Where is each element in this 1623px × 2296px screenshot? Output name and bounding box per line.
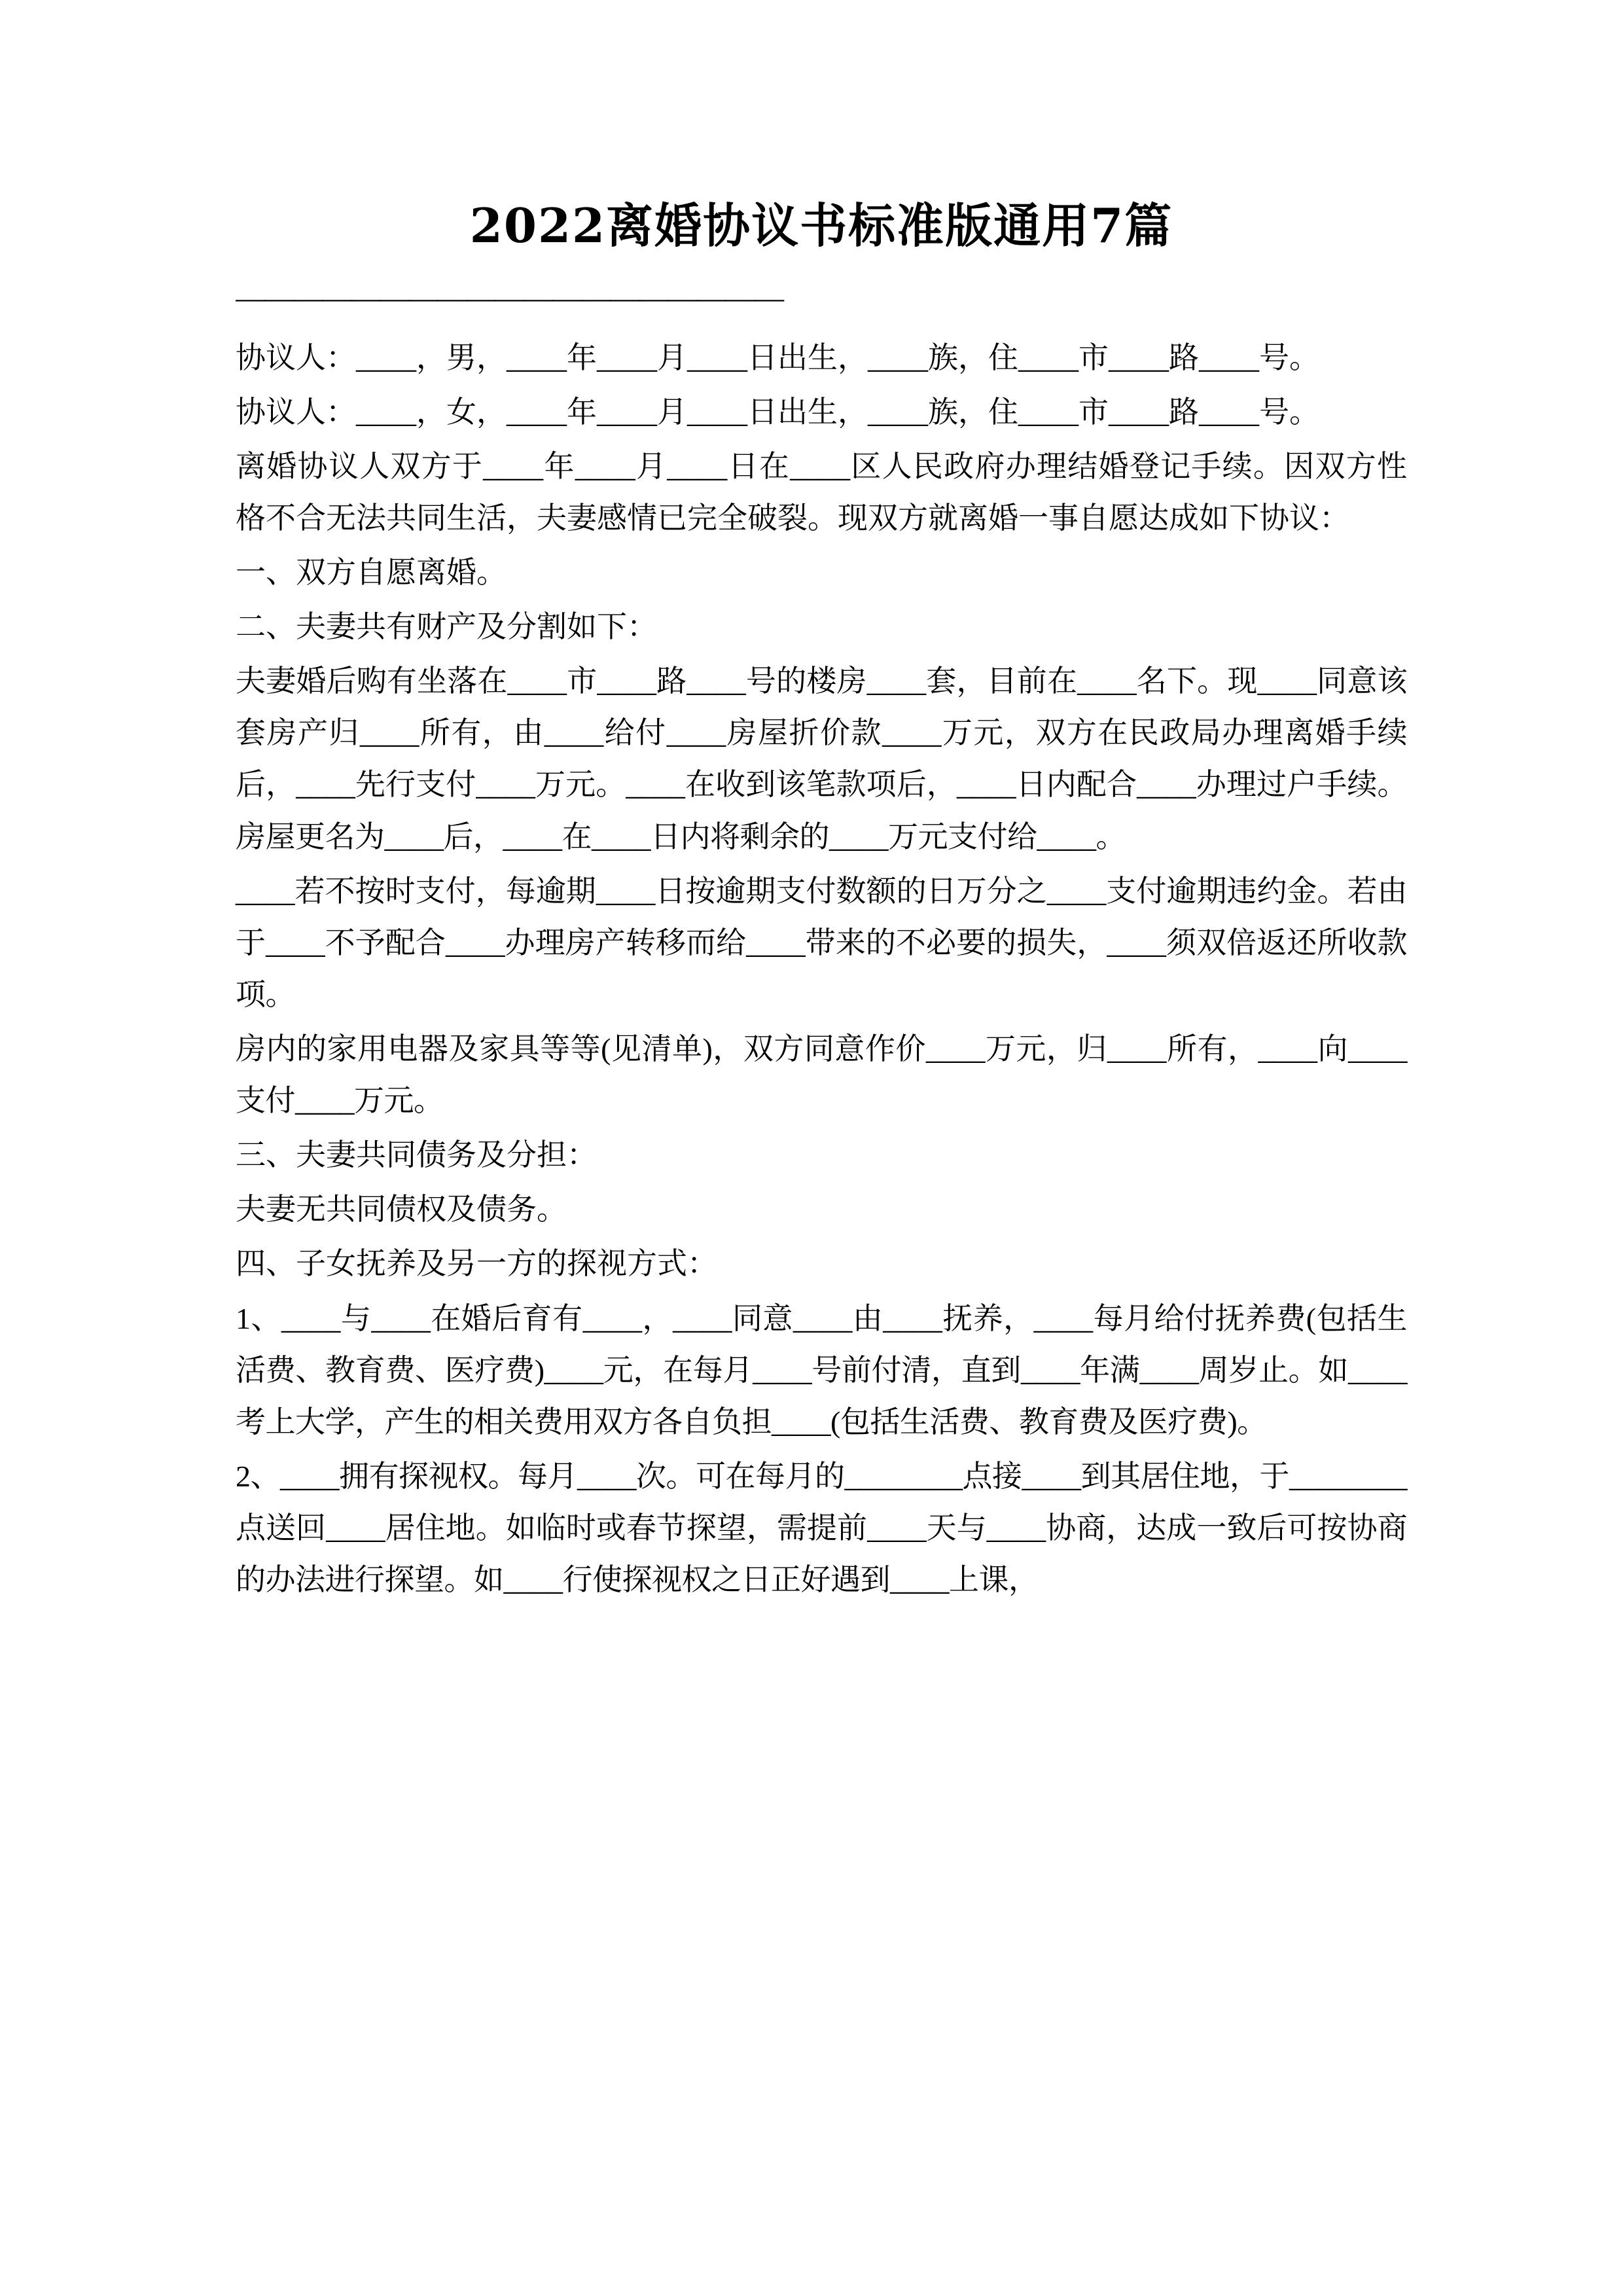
paragraph: 夫妻婚后购有坐落在____市____路____号的楼房____套，目前在____名下。现____同意该套房产归____所有，由____给付____房屋折价款____万元，双方在民政局办理离婚手续后，____先行支付____万元。____在收到该笔款项后，____日内配合____办理过户手续。房屋更名为____后，____在____日内将剩余的____万元支付给____。: [236, 664, 1407, 853]
paragraph: 离婚协议人双方于____年____月____日在____区人民政府办理结婚登记手续。因双方性格不合无法共同生活，夫妻感情已完全破裂。现双方就离婚一事自愿达成如下协议：: [236, 449, 1407, 535]
paragraph: 一、双方自愿离婚。: [236, 556, 507, 590]
paragraph: 2、____拥有探视权。每月____次。可在每月的________点接____到其居住地，于________点送回____居住地。如临时或春节探望，需提前____天与____协商，达成一致后可按协商的办法进行探望。如____行使探视权之日正好遇到____上课，: [236, 1459, 1407, 1597]
divider: ———————————————————: [236, 281, 783, 314]
paragraph: 四、子女抚养及另一方的探视方式：: [236, 1247, 717, 1281]
paragraph: 协议人：____，女，____年____月____日出生，____族，住____市____路____号。: [236, 395, 1319, 429]
document-body: [236, 332, 1407, 1606]
page-title: 2022离婚协议书标准版通用7篇: [469, 198, 1173, 253]
paragraph: 二、夫妻共有财产及分割如下：: [236, 610, 657, 644]
paragraph: 夫妻无共同债权及债务。: [236, 1193, 567, 1227]
paragraph: 三、夫妻共同债务及分担：: [236, 1138, 597, 1172]
paragraph: 协议人：____，男，____年____月____日出生，____族，住____市____路____号。: [236, 340, 1319, 374]
paragraph: 1、____与____在婚后育有____，____同意____由____抚养，____每月给付抚养费(包括生活费、教育费、医疗费)____元，在每月____号前付清，直到____年满____周岁止。如____考上大学，产生的相关费用双方各自负担____(包括生活费、教育费及医疗费)。: [236, 1301, 1407, 1439]
paragraph: ____若不按时支付，每逾期____日按逾期支付数额的日万分之____支付逾期违约金。若由于____不予配合____办理房产转移而给____带来的不必要的损失，____须双倍返还所收款项。: [236, 874, 1407, 1011]
paragraph: 房内的家用电器及家具等等(见清单)，双方同意作价____万元，归____所有，____向____支付____万元。: [236, 1032, 1407, 1118]
